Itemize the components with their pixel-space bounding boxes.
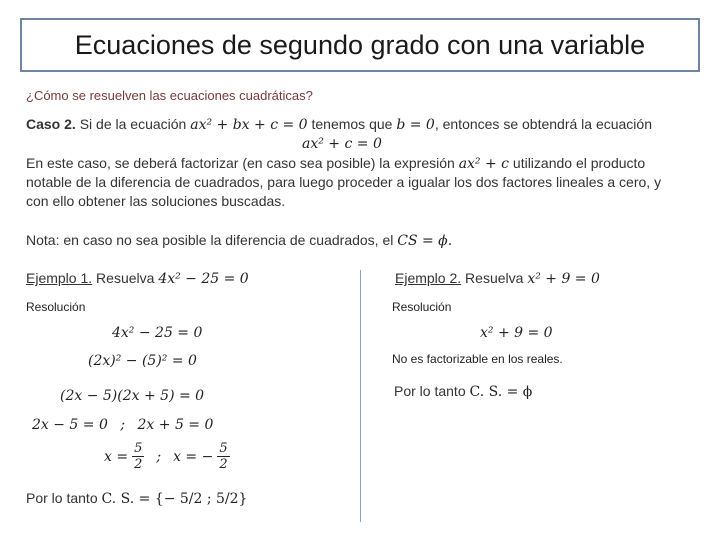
example1-fraction-2-numerator: 5 bbox=[219, 441, 228, 456]
case2-text2: tenemos que bbox=[311, 116, 393, 132]
example1-prompt: Resuelva bbox=[96, 270, 155, 286]
case2-general-equation: ax² + bx + c = 0 bbox=[190, 117, 308, 133]
example1-x-label-1: x = bbox=[104, 448, 129, 465]
example2-heading bbox=[395, 270, 600, 287]
example1-step-4 bbox=[32, 417, 213, 433]
example2-step-1: x² + 9 = 0 bbox=[480, 325, 553, 341]
example1-solution-separator: ; bbox=[156, 448, 162, 465]
example1-fraction-1-numerator: 5 bbox=[134, 441, 143, 456]
example2-solution-set: C. S. = ϕ bbox=[469, 384, 533, 400]
case2-label: Caso 2. bbox=[26, 116, 76, 132]
column-divider bbox=[360, 270, 361, 522]
explanation-line-2: notable de la diferencia de cuadrados, para luego proceder a igualar los dos factores lineales a cero, y bbox=[26, 174, 662, 190]
note-expression: CS = ϕ. bbox=[397, 233, 453, 249]
explanation-expression: ax² + c bbox=[458, 156, 510, 172]
question-heading: ¿Cómo se resuelven las ecuaciones cuadráticas? bbox=[26, 88, 313, 103]
explanation-line-3: con ello obtener las soluciones buscadas. bbox=[26, 193, 286, 209]
example1-solutions bbox=[104, 442, 230, 471]
note-line bbox=[26, 232, 452, 249]
case2-condition: b = 0 bbox=[396, 117, 435, 133]
example1-equation: 4x² − 25 = 0 bbox=[158, 271, 249, 287]
example2-prompt: Resuelva bbox=[465, 270, 524, 286]
example1-x-label-2: x = − bbox=[173, 448, 214, 465]
example1-step4-separator: ; bbox=[120, 417, 126, 433]
example1-conclusion bbox=[26, 490, 247, 507]
example1-conclusion-text: Por lo tanto bbox=[26, 490, 98, 506]
example2-resolution-label: Resolución bbox=[392, 300, 452, 314]
example2-equation: x² + 9 = 0 bbox=[527, 271, 600, 287]
explanation-text-a: En este caso, se deberá factorizar (en caso sea posible) la expresión bbox=[26, 155, 455, 171]
example1-step-3: (2x − 5)(2x + 5) = 0 bbox=[60, 388, 205, 404]
case2-result-equation: ax² + c = 0 bbox=[302, 136, 382, 152]
example1-fraction-2-denominator: 2 bbox=[219, 457, 228, 472]
example1-fraction-1-denominator: 2 bbox=[134, 457, 143, 472]
explanation-text-b: utilizando el producto bbox=[512, 155, 646, 171]
example1-resolution-label: Resolución bbox=[26, 300, 86, 314]
example1-fraction-2 bbox=[217, 442, 229, 471]
example1-step-1: 4x² − 25 = 0 bbox=[112, 325, 203, 341]
example1-label: Ejemplo 1. bbox=[26, 270, 93, 286]
slide-title: Ecuaciones de segundo grado con una variable bbox=[74, 29, 646, 60]
example1-factor-1: 2x − 5 = 0 bbox=[32, 417, 108, 433]
example1-solution-set: C. S. = {− 5/2 ; 5/2} bbox=[101, 491, 248, 507]
example1-fraction-1 bbox=[132, 442, 144, 471]
example1-step-2: (2x)² − (5)² = 0 bbox=[88, 353, 197, 369]
example1-heading bbox=[26, 270, 249, 287]
example2-conclusion bbox=[394, 383, 532, 400]
example1-factor-2: 2x + 5 = 0 bbox=[137, 417, 214, 433]
case2-line bbox=[26, 116, 652, 133]
case2-text3: , entonces se obtendrá la ecuación bbox=[434, 116, 652, 132]
example2-label: Ejemplo 2. bbox=[395, 270, 462, 286]
case2-text1: Si de la ecuación bbox=[79, 116, 187, 132]
title-box bbox=[20, 18, 700, 72]
explanation-line-1 bbox=[26, 155, 645, 172]
example2-conclusion-text: Por lo tanto bbox=[394, 383, 466, 399]
example2-note: No es factorizable en los reales. bbox=[392, 352, 563, 366]
note-text: Nota: en caso no sea posible la diferencia de cuadrados, el bbox=[26, 232, 394, 248]
